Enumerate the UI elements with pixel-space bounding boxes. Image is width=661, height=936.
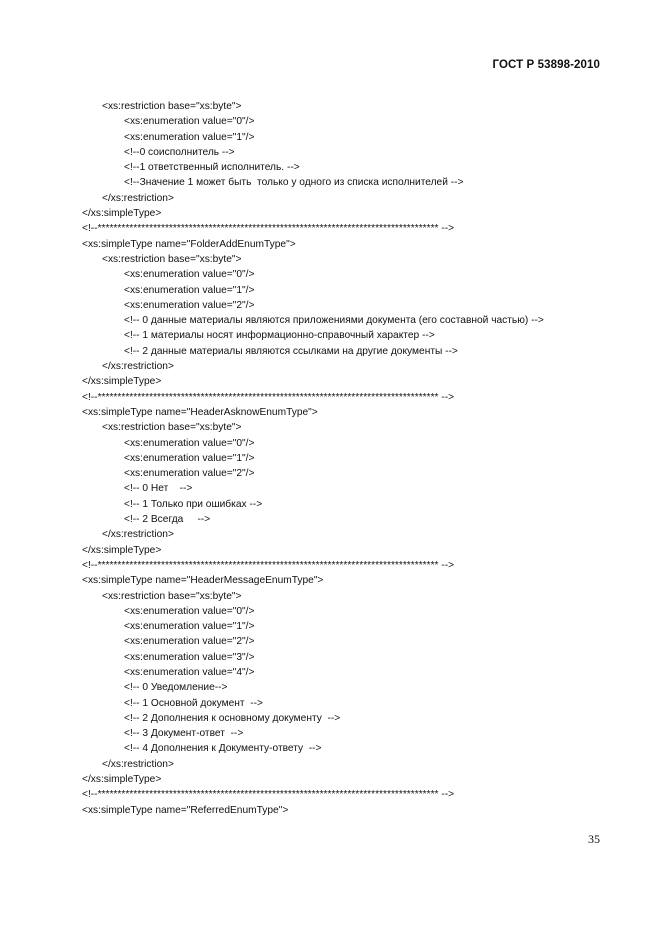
xml-code-block [82,99,642,818]
code-line: <!--1 ответственный исполнитель. --> [124,162,300,174]
code-line: <xs:enumeration value="0"/> [124,269,255,281]
code-line: <xs:restriction base="xs:byte"> [102,101,242,112]
code-line: <!-- 2 данные материалы являются ссылками на другие документы --> [124,345,458,357]
code-line: <!-- 3 Документ-ответ --> [124,728,244,740]
code-line: <xs:enumeration value="0"/> [124,605,255,617]
code-line: </xs:restriction> [102,361,174,373]
code-line: <xs:enumeration value="2"/> [124,299,255,311]
page-number: 35 [588,832,600,846]
code-line: <!-- 4 Дополнения к Документу-ответу --> [124,743,322,755]
code-line: </xs:restriction> [102,529,174,541]
code-line: <!-- 0 Нет --> [124,483,193,495]
code-line: <xs:enumeration value="1"/> [124,284,255,296]
code-line: <xs:enumeration value="3"/> [124,651,255,663]
code-line: <xs:enumeration value="4"/> [124,666,255,678]
code-line: <!--0 соисполнитель --> [124,146,235,158]
code-line: </xs:simpleType> [82,208,162,220]
code-line: <xs:enumeration value="2"/> [124,468,255,480]
code-line: <xs:restriction base="xs:byte"> [102,253,242,265]
code-line: </xs:simpleType> [82,376,162,388]
code-line: <!-- 1 Основной документ --> [124,697,263,709]
code-line: <xs:simpleType name="ReferredEnumType"> [82,804,289,816]
code-line: </xs:simpleType> [82,774,162,786]
code-line: <!-- 2 Дополнения к основному документу --> [124,712,341,724]
code-line: <xs:simpleType name="HeaderMessageEnumType"> [82,575,324,587]
code-line: <!--************************************************************************************** --> [82,223,455,235]
code-line: <xs:simpleType name="FolderAddEnumType"> [82,238,296,250]
code-line: <!-- 1 материалы носят информационно-справочный характер --> [124,330,435,342]
document-header: ГОСТ Р 53898-2010 [492,59,600,71]
code-line: <xs:restriction base="xs:byte"> [102,422,242,434]
code-line: <!-- 2 Всегда --> [124,514,211,526]
code-line: <!-- 0 данные материалы являются приложениями документа (его составной частью) --> [124,315,544,327]
code-line: <!--************************************************************************************** --> [82,789,455,801]
code-line: </xs:restriction> [102,192,174,204]
code-line: </xs:simpleType> [82,544,162,556]
code-line: <!--************************************************************************************** --> [82,559,455,571]
code-line: </xs:restriction> [102,758,174,770]
code-line: <xs:enumeration value="1"/> [124,452,255,464]
code-line: <!-- 0 Уведомление--> [124,682,228,694]
code-line: <xs:enumeration value="0"/> [124,437,255,449]
code-line: <xs:restriction base="xs:byte"> [102,590,242,602]
code-line: <!-- 1 Только при ошибках --> [124,498,263,510]
code-line: <xs:enumeration value="1"/> [124,131,255,143]
code-line: <xs:enumeration value="0"/> [124,116,255,128]
code-line: <xs:enumeration value="1"/> [124,621,255,633]
code-line: <!--************************************************************************************** --> [82,391,455,403]
code-line: <xs:simpleType name="HeaderAsknowEnumType"> [82,406,318,418]
code-line: <xs:enumeration value="2"/> [124,636,255,648]
code-line: <!--Значение 1 может быть только у одного из списка исполнителей --> [124,177,464,189]
